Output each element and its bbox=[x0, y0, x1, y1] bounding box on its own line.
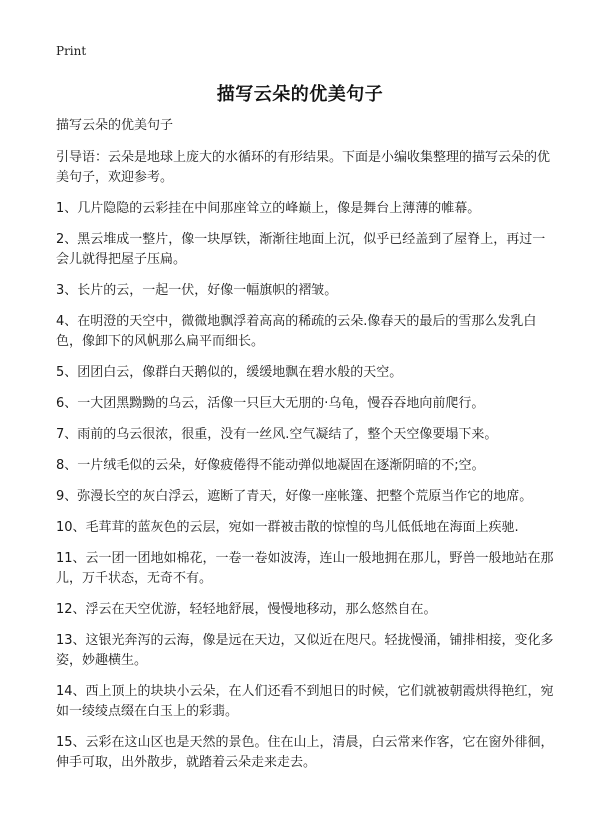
list-item: 14、西上顶上的块块小云朵，在人们还看不到旭日的时候，它们就被朝霞烘得艳红，宛如一绫绫点缀在白玉上的彩翡。 bbox=[56, 684, 554, 719]
list-item: 6、一大团黑黝黝的乌云，活像一只巨大无朋的·乌龟，慢吞吞地向前爬行。 bbox=[56, 396, 485, 411]
list-item: 11、云一团一团地如棉花，一卷一卷如波涛，连山一般地拥在那儿，野兽一般地站在那儿，万千状态，无奇不有。 bbox=[56, 551, 554, 586]
list-item: 3、长片的云，一起一伏，好像一幅旗帜的褶皱。 bbox=[56, 283, 338, 298]
list-item: 12、浮云在天空优游，轻轻地舒展，慢慢地移动，那么悠然自在。 bbox=[56, 602, 437, 617]
list-item: 5、团团白云，像群白天鹅似的，缓缓地飘在碧水般的天空。 bbox=[56, 365, 403, 380]
list-item: 8、一片绒毛似的云朵，好像疲倦得不能动弹似地凝固在逐渐阴暗的不;空。 bbox=[56, 458, 485, 473]
list-item: 7、雨前的乌云很浓，很重，没有一丝风.空气凝结了，整个天空像要塌下来。 bbox=[56, 427, 498, 442]
print-link[interactable]: Print bbox=[56, 44, 87, 58]
list-item: 1、几片隐隐的云彩挂在中间那座耸立的峰巅上，像是舞台上薄薄的帷幕。 bbox=[56, 201, 481, 216]
intro-paragraph: 引导语：云朵是地球上庞大的水循环的有形结果。下面是小编收集整理的描写云朵的优美句子，欢迎参考。 bbox=[56, 150, 551, 185]
list-item: 9、弥漫长空的灰白浮云，遮断了青天，好像一座帐篷、把整个荒原当作它的地席。 bbox=[56, 489, 533, 504]
list-item: 2、黑云堆成一整片，像一块厚铁，渐渐往地面上沉，似乎已经盖到了屋脊上，再过一会儿就得把屋子压扁。 bbox=[56, 232, 546, 267]
page-title: 描写云朵的优美句子 bbox=[216, 84, 384, 105]
article-body bbox=[56, 116, 556, 784]
list-item: 13、这银光奔泻的云海，像是远在天边，又似近在咫尺。轻拢慢涌，铺排相接，变化多姿，妙趣横生。 bbox=[56, 633, 554, 668]
list-item: 10、毛茸茸的蓝灰色的云层，宛如一群被击散的惊惶的鸟儿低低地在海面上疾驰. bbox=[56, 520, 519, 535]
list-item: 4、在明澄的天空中，微微地飘浮着高高的稀疏的云朵.像春天的最后的雪那么发乳白色，像卸下的风帆那么扁平而细长。 bbox=[56, 314, 537, 349]
list-item: 15、云彩在这山区也是天然的景色。住在山上，清晨，白云常来作客，它在窗外徘徊，伸手可取，出外散步，就踏着云朵走来走去。 bbox=[56, 735, 554, 770]
article-subtitle: 描写云朵的优美句子 bbox=[56, 118, 174, 133]
